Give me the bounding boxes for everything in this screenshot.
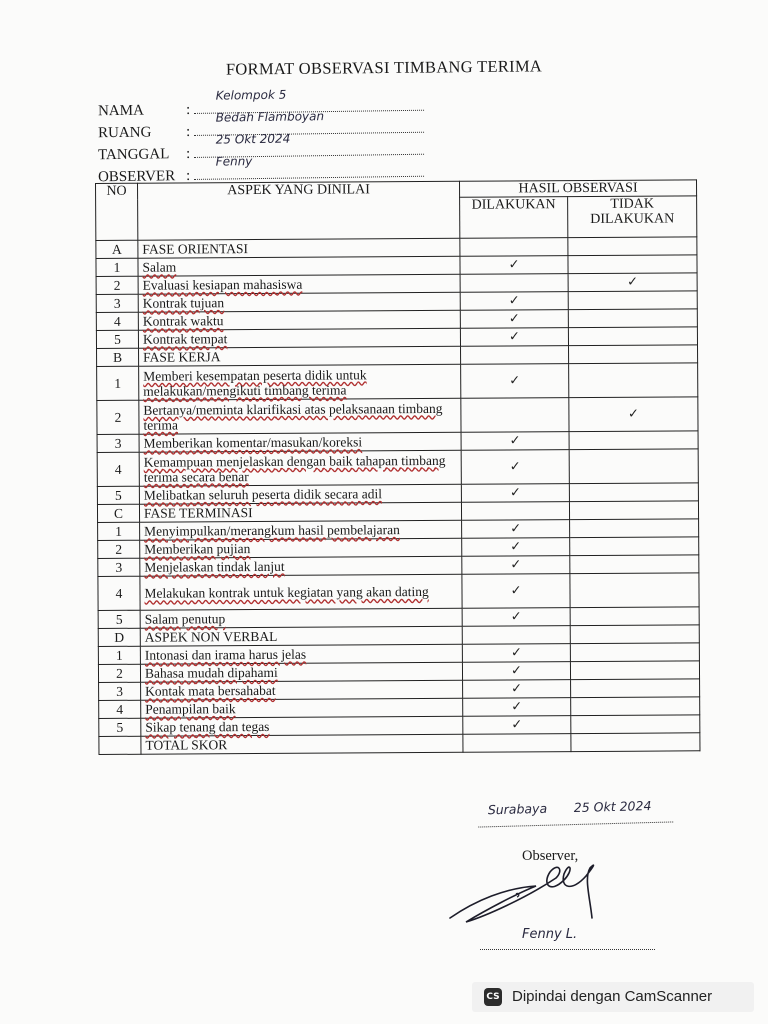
item-aspek: [140, 520, 462, 540]
tidak-cell: [569, 483, 698, 502]
tidak-cell: [571, 679, 700, 698]
check-mark-icon: ✓: [510, 583, 522, 599]
item-aspek: [141, 716, 463, 736]
field-observer: OBSERVER : Fenny: [98, 162, 424, 187]
item-text: Kemampuan menjelaskan dengan baik tahapan timbang terima secara benar: [143, 452, 446, 485]
tidak-cell: [570, 661, 699, 680]
check-mark-icon: ✓: [510, 645, 522, 661]
handwritten-name: Fenny L.: [522, 927, 578, 942]
item-number: 2: [98, 540, 140, 558]
dilakukan-cell: [463, 716, 571, 735]
item-aspek: [141, 698, 463, 718]
item-aspek: [139, 450, 461, 486]
item-aspek: [138, 310, 460, 330]
tidak-cell: [568, 327, 697, 346]
dilakukan-cell: [462, 626, 570, 645]
tidak-cell: [571, 697, 700, 716]
section-letter: C: [97, 504, 139, 522]
handwritten-signature: [446, 858, 606, 930]
item-text: Melibatkan seluruh peserta didik secara adil: [143, 486, 382, 503]
check-mark-icon: ✓: [509, 373, 521, 389]
section-title: ASPEK NON VERBAL: [140, 626, 462, 646]
dilakukan-cell: [460, 328, 568, 347]
tidak-cell: [569, 501, 698, 520]
dilakukan-cell: [463, 680, 571, 699]
field-label: NAMA: [97, 102, 144, 120]
camscanner-text: Dipindai dengan CamScanner: [512, 988, 713, 1005]
item-text: Kontrak tempat: [142, 331, 228, 347]
item-text: Salam: [142, 259, 177, 275]
signature-place-date: [478, 798, 673, 827]
item-aspek: [139, 364, 461, 400]
item-text: Memberi kesempatan peserta didik untuk melakukan/mengikuti timbang terima: [143, 366, 367, 399]
item-aspek: [140, 608, 462, 628]
dilakukan-cell: [460, 310, 568, 329]
header-dilakukan: DILAKUKAN: [460, 197, 568, 239]
item-text: Salam penutup: [144, 611, 226, 627]
check-mark-icon: ✓: [511, 717, 523, 733]
check-mark-icon: ✓: [508, 329, 520, 345]
header-aspek: ASPEK YANG DINILAI: [138, 181, 460, 240]
section-letter: A: [96, 240, 138, 258]
item-text: Memberikan komentar/masukan/koreksi: [143, 434, 363, 451]
dilakukan-cell: [461, 432, 569, 451]
item-text: Kontrak tujuan: [142, 295, 225, 311]
check-mark-icon: ✓: [511, 699, 523, 715]
item-text: Kontak mata bersahabat: [145, 682, 276, 699]
section-title: FASE ORIENTASI: [138, 238, 460, 258]
item-text: Melakukan kontrak untuk kegiatan yang akan dating: [144, 583, 429, 601]
item-aspek: [138, 256, 460, 276]
item-number: 3: [98, 558, 140, 576]
item-number: 1: [98, 522, 140, 540]
tidak-cell: [568, 309, 697, 328]
item-number: 1: [97, 366, 139, 400]
dilakukan-cell: [461, 502, 569, 521]
tidak-cell: [569, 345, 698, 364]
check-mark-icon: ✓: [510, 539, 522, 555]
check-mark-icon: ✓: [510, 663, 522, 679]
signature-name-line: [480, 927, 655, 950]
total-no-cell: [99, 736, 141, 754]
item-number: 4: [96, 312, 138, 330]
total-label: TOTAL SKOR: [141, 734, 463, 754]
check-mark-icon: ✓: [627, 274, 639, 290]
handwritten-place: Surabaya: [487, 800, 548, 818]
item-aspek: [141, 680, 463, 700]
dilakukan-cell: [463, 698, 571, 717]
item-number: 4: [99, 700, 141, 718]
dilakukan-cell: [462, 574, 570, 609]
dilakukan-cell: [462, 608, 570, 627]
table-row: [98, 573, 699, 611]
section-title: FASE KERJA: [139, 346, 461, 366]
dilakukan-cell: [462, 520, 570, 539]
tidak-cell: [571, 715, 700, 734]
check-mark-icon: ✓: [509, 459, 521, 475]
item-text: Kontrak waktu: [142, 313, 224, 329]
dilakukan-cell: [460, 274, 568, 293]
check-mark-icon: ✓: [627, 406, 639, 422]
item-text: Intonasi dan irama harus jelas: [144, 646, 307, 663]
total-tidak-cell: [571, 733, 700, 752]
total-row: [99, 733, 700, 755]
header-hasil: HASIL OBSERVASI: [459, 180, 696, 197]
camscanner-watermark: [472, 982, 754, 1012]
tidak-cell: [570, 573, 699, 608]
item-text: Penampilan baik: [145, 701, 236, 717]
tidak-cell: [570, 625, 699, 644]
observer-label: Observer,: [522, 848, 579, 864]
check-mark-icon: ✓: [509, 485, 521, 501]
item-number: 3: [96, 294, 138, 312]
handwritten-value: Kelompok 5: [215, 87, 287, 103]
tidak-cell: [568, 255, 697, 274]
header-no: NO: [96, 183, 138, 240]
item-text: Sikap tenang dan tegas: [145, 718, 270, 735]
field-tanggal: TANGGAL : 25 Okt 2024: [98, 140, 424, 165]
dilakukan-cell: [460, 256, 568, 275]
item-number: 5: [96, 330, 138, 348]
tidak-cell: [570, 537, 699, 556]
item-aspek: [140, 574, 462, 610]
item-number: 5: [98, 610, 140, 628]
tidak-cell: [568, 237, 697, 256]
item-number: 1: [98, 646, 140, 664]
item-number: 2: [98, 664, 140, 682]
tidak-cell: [570, 519, 699, 538]
item-number: 4: [97, 452, 139, 486]
item-number: 2: [96, 276, 138, 294]
item-number: 1: [96, 258, 138, 276]
item-aspek: [140, 644, 462, 664]
item-number: 4: [98, 576, 140, 610]
handwritten-value: Fenny: [215, 154, 253, 169]
check-mark-icon: ✓: [508, 311, 520, 327]
item-text: Bertanya/meminta klarifikasi atas pelaksanaan timbang terima: [143, 400, 443, 433]
total-dilakukan-cell: [463, 734, 571, 753]
header-tidak: TIDAK DILAKUKAN: [568, 196, 697, 238]
handwritten-date: 25 Okt 2024: [573, 798, 652, 816]
check-mark-icon: ✓: [509, 433, 521, 449]
dilakukan-cell: [460, 292, 568, 311]
item-number: 3: [99, 682, 141, 700]
dilakukan-cell: [461, 346, 569, 365]
dilakukan-cell: [462, 538, 570, 557]
item-number: 5: [99, 718, 141, 736]
tidak-cell: [570, 555, 699, 574]
dilakukan-cell: [460, 238, 568, 257]
tidak-cell: [569, 431, 698, 450]
item-text: Evaluasi kesiapan mahasiswa: [142, 276, 303, 293]
handwritten-value: Bedah Flamboyan: [215, 109, 325, 125]
field-ruang: RUANG : Bedah Flamboyan: [98, 118, 424, 143]
table-body: [96, 237, 700, 737]
section-title: FASE TERMINASI: [139, 502, 461, 522]
dilakukan-cell: [462, 644, 570, 663]
camscanner-logo: CS: [484, 988, 502, 1006]
item-aspek: [139, 432, 461, 452]
dilakukan-cell: [462, 556, 570, 575]
check-mark-icon: ✓: [510, 609, 522, 625]
check-mark-icon: ✓: [510, 521, 522, 537]
item-aspek: [138, 292, 460, 312]
tidak-cell: [569, 397, 698, 432]
check-mark-icon: ✓: [510, 557, 522, 573]
tidak-cell: [568, 291, 697, 310]
item-aspek: [139, 398, 461, 434]
item-aspek: [140, 662, 462, 682]
item-number: 3: [97, 434, 139, 452]
handwritten-value: 25 Okt 2024: [215, 131, 291, 147]
item-text: Memberikan pujian: [144, 541, 251, 557]
field-label: OBSERVER: [97, 168, 176, 186]
item-text: Menjelaskan tindak lanjut: [144, 558, 285, 575]
section-letter: B: [97, 348, 139, 366]
item-aspek: [140, 538, 462, 558]
item-number: 5: [97, 486, 139, 504]
dilakukan-cell: [461, 398, 569, 433]
field-line: [194, 154, 424, 180]
field-nama: NAMA : Kelompok 5: [98, 96, 424, 121]
check-mark-icon: ✓: [508, 293, 520, 309]
field-label: TANGGAL: [97, 146, 170, 164]
tidak-cell: [570, 643, 699, 662]
field-label: RUANG: [97, 124, 152, 142]
observation-table: [95, 179, 700, 755]
tidak-cell: [568, 273, 697, 292]
table-row: [97, 449, 698, 487]
dilakukan-cell: [461, 484, 569, 503]
section-letter: D: [98, 628, 140, 646]
document-title: FORMAT OBSERVASI TIMBANG TERIMA: [225, 56, 543, 79]
tidak-cell: [569, 363, 698, 398]
check-mark-icon: ✓: [508, 257, 520, 273]
dilakukan-cell: [462, 662, 570, 681]
item-text: Menyimpulkan/merangkum hasil pembelajaran: [144, 522, 400, 539]
dilakukan-cell: [461, 364, 569, 399]
tidak-cell: [570, 607, 699, 626]
table-row: [97, 397, 698, 435]
table-row: [97, 363, 698, 401]
item-aspek: [140, 556, 462, 576]
dilakukan-cell: [461, 450, 569, 485]
item-aspek: [138, 274, 460, 294]
item-number: 2: [97, 400, 139, 434]
item-aspek: [138, 328, 460, 348]
signature-drawing: [446, 858, 606, 930]
item-aspek: [139, 484, 461, 504]
tidak-cell: [569, 449, 698, 484]
item-text: Bahasa mudah dipahami: [144, 664, 278, 681]
check-mark-icon: ✓: [511, 681, 523, 697]
